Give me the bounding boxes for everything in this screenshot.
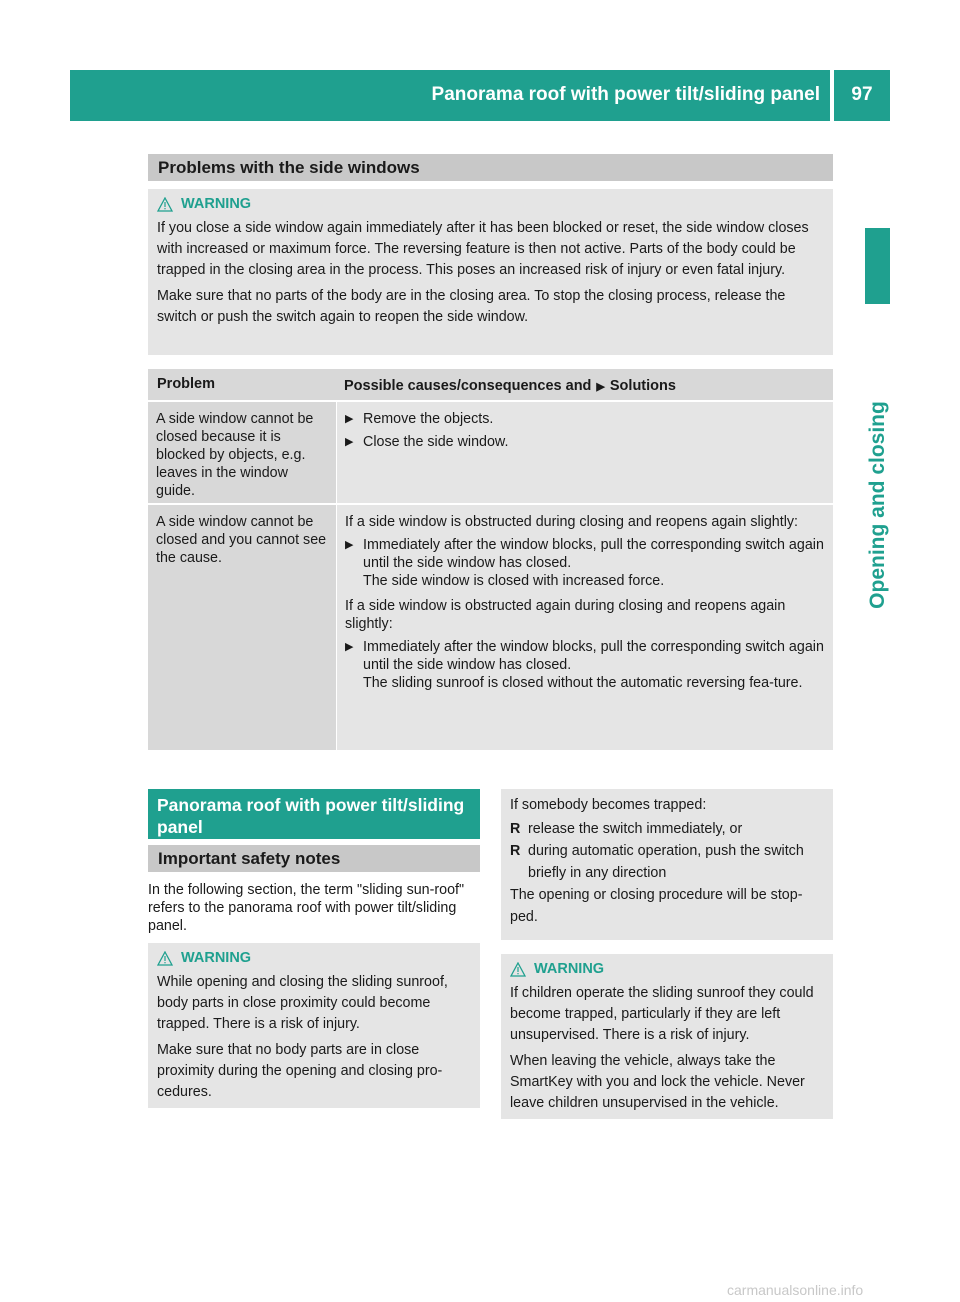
warning-heading bbox=[157, 194, 824, 215]
page-number: 97 bbox=[851, 84, 873, 105]
condition-text: If a side window is obstructed again during closing and reopens again slightly: bbox=[345, 598, 786, 632]
instruction-step: ▶ Remove the objects. bbox=[345, 411, 494, 427]
warning-label: WARNING bbox=[534, 961, 605, 977]
table-cell-problem: A side window cannot be closed because it is blocked by objects, e.g. leaves in the window guide. bbox=[148, 402, 336, 503]
step-result: The side window is closed with increased force. bbox=[363, 573, 665, 589]
page-header-title: Panorama roof with power tilt/sliding panel bbox=[431, 84, 820, 105]
trapped-instructions-box bbox=[501, 789, 833, 940]
subsection-title-safety-notes: Important safety notes bbox=[148, 845, 480, 872]
warning-triangle-icon bbox=[510, 962, 526, 977]
warning-text: Make sure that no parts of the body are in the closing area. To stop the closing process, release the switch or push the switch again to reopen the side window. bbox=[157, 288, 786, 325]
arrow-icon: ▶ bbox=[596, 380, 605, 393]
warning-text: While opening and closing the sliding sunroof, body parts in close proximity could become trapped. There is a risk of injury. bbox=[157, 974, 448, 1032]
trapped-intro: If somebody becomes trapped: bbox=[510, 797, 707, 813]
section-title-panorama-roof: Panorama roof with power tilt/sliding panel bbox=[148, 789, 480, 839]
bullet-icon: R bbox=[510, 843, 521, 859]
warning-triangle-icon bbox=[157, 951, 173, 966]
arrow-icon: ▶ bbox=[345, 539, 354, 551]
warning-text: If you close a side window again immediately after it has been blocked or reset, the side window closes with increased or maximum force. The reversing feature is then not active. Parts of the body could be trapped in the closing area in the process. This poses an increased risk of injury or even fatal injury. bbox=[157, 220, 809, 278]
list-item: R during automatic operation, push the switch briefly in any direction bbox=[510, 840, 824, 884]
instruction-step: ▶ Immediately after the window blocks, pull the corresponding switch again until the side window has closed. bbox=[345, 639, 824, 673]
section-title-side-windows: Problems with the side windows bbox=[148, 154, 833, 181]
warning-box-children bbox=[501, 954, 833, 1119]
arrow-icon: ▶ bbox=[345, 436, 354, 448]
warning-text: Make sure that no body parts are in close proximity during the opening and closing pro-cedures. bbox=[157, 1042, 443, 1100]
chapter-tab bbox=[865, 228, 890, 304]
table-cell-solution bbox=[337, 505, 833, 750]
warning-box-sunroof bbox=[148, 943, 480, 1108]
table-cell-problem: A side window cannot be closed and you cannot see the cause. bbox=[148, 505, 336, 750]
warning-text: When leaving the vehicle, always take the SmartKey with you and lock the vehicle. Never leave children unsupervised in the vehicle. bbox=[510, 1053, 805, 1111]
condition-text: If a side window is obstructed during closing and reopens again slightly: bbox=[345, 514, 798, 530]
footer-watermark: carmanualsonline.info bbox=[727, 1282, 864, 1298]
trapped-outro: The opening or closing procedure will be stop-ped. bbox=[510, 887, 803, 925]
warning-label: WARNING bbox=[181, 950, 252, 966]
warning-text: If children operate the sliding sunroof they could become trapped, particularly if they are left unsupervised. There is a risk of injury. bbox=[510, 985, 814, 1043]
list-item: R release the switch immediately, or bbox=[510, 818, 824, 840]
warning-heading bbox=[157, 948, 471, 969]
instruction-step: ▶ Immediately after the window blocks, pull the corresponding switch again until the side window has closed. bbox=[345, 537, 824, 571]
table-cell-solution bbox=[337, 402, 833, 503]
arrow-icon: ▶ bbox=[345, 413, 354, 425]
intro-paragraph: In the following section, the term "sliding sun-roof" refers to the panorama roof with power tilt/sliding panel. bbox=[148, 882, 465, 934]
warning-box-side-windows bbox=[148, 189, 833, 355]
arrow-icon: ▶ bbox=[345, 641, 354, 653]
step-result: The sliding sunroof is closed without the automatic reversing fea-ture. bbox=[363, 675, 803, 691]
table-header-row bbox=[148, 369, 833, 400]
warning-heading bbox=[510, 959, 824, 980]
warning-triangle-icon bbox=[157, 197, 173, 212]
bullet-icon: R bbox=[510, 821, 521, 837]
chapter-label: Opening and closing bbox=[866, 401, 889, 609]
instruction-step: ▶ Close the side window. bbox=[345, 434, 509, 450]
column-header-solutions: Possible causes/consequences and ▶ Solutions bbox=[344, 378, 676, 394]
column-header-problem: Problem bbox=[157, 376, 216, 392]
warning-label: WARNING bbox=[181, 196, 252, 212]
